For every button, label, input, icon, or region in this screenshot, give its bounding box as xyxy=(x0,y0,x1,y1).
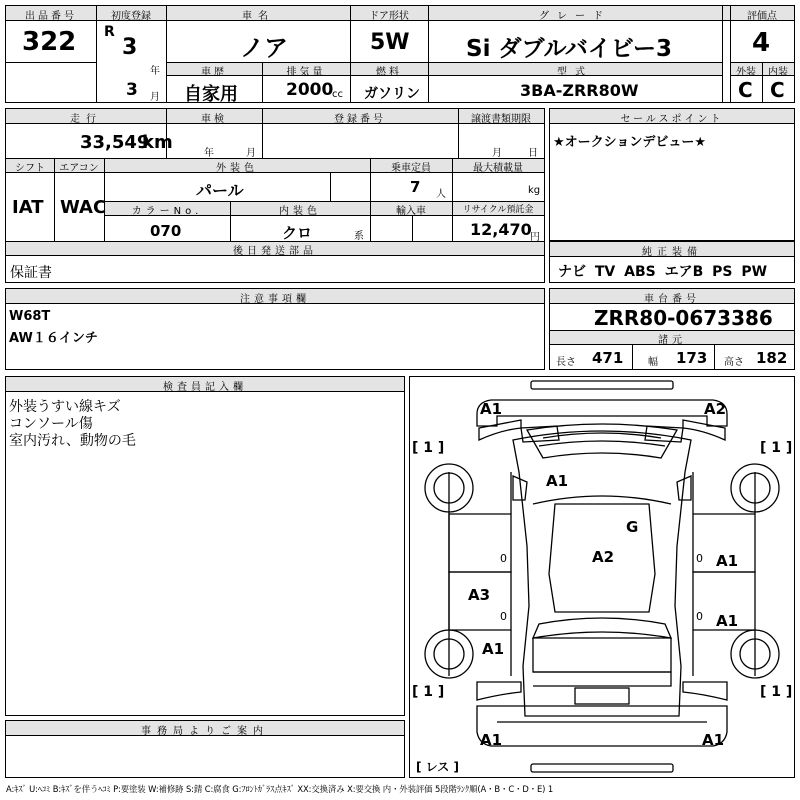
fuel-value: ガソリン xyxy=(364,86,420,102)
inspection-label: 車検 xyxy=(201,114,227,125)
later-parts-value: 保証書 xyxy=(10,265,52,281)
mark-front-left: A1 xyxy=(480,400,503,418)
month-value: 3 xyxy=(126,80,138,100)
int-color-label: 内装色 xyxy=(279,206,321,217)
score-label: 評価点 xyxy=(747,11,777,22)
sales-point-label: セールスポイント xyxy=(620,114,724,125)
mileage-unit: km xyxy=(142,132,173,153)
transfer-doc-label: 譲渡書類期限 xyxy=(471,114,531,125)
mark-right-front-door: A1 xyxy=(716,552,739,570)
legend-text: A:ｷｽﾞ U:ﾍｺﾐ B:ｷｽﾞを伴うﾍｺﾐ P:要塗装 W:補修跡 S:錆 C:腐食 G:ﾌﾛﾝﾄｶﾞﾗｽ点ｷｽﾞ XX:交換済み X:要交換 内・外装評価 5段階ﾗﾝｸ順(A・B・C・D・E) 1 xyxy=(6,784,554,794)
office-label: 事務局よりご案内 xyxy=(141,726,269,737)
height-value: 182 xyxy=(756,349,788,367)
load-label: 最大積載量 xyxy=(473,163,523,174)
shift-value: IAT xyxy=(12,197,44,218)
equipment-text: ナビ TV ABS エアB PS PW xyxy=(558,264,768,280)
displacement-unit: cc xyxy=(332,89,343,100)
door-value: 5W xyxy=(370,30,410,55)
era-value: R xyxy=(104,24,115,40)
inspector-label: 検査員記入欄 xyxy=(163,382,247,393)
shift-label: シフト xyxy=(15,163,45,174)
month-unit: 月 xyxy=(150,92,160,103)
mark-zero-2: 0 xyxy=(500,610,507,623)
grade-label: グレード xyxy=(539,11,611,22)
history-label: 車歴 xyxy=(201,67,227,78)
import-label: 輸入車 xyxy=(396,206,426,217)
tire-bottom-left: [ 1 ] xyxy=(412,684,445,700)
ac-label: エアコン xyxy=(59,163,99,174)
lot-number: 322 xyxy=(22,27,77,57)
chassis-label: 車台番号 xyxy=(644,294,700,305)
tire-top-left: [ 1 ] xyxy=(412,440,445,456)
width-value: 173 xyxy=(676,349,708,367)
color-no-value: 070 xyxy=(150,222,182,240)
spare-tire: [ レス ] xyxy=(416,760,459,774)
later-parts-label: 後日発送部品 xyxy=(233,246,317,257)
mileage-label: 走行 xyxy=(70,114,102,125)
tire-bottom-right: [ 1 ] xyxy=(760,684,793,700)
recycle-value: 12,470 xyxy=(470,220,532,239)
ext-grade-value: C xyxy=(738,78,753,102)
mark-zero-4: 0 xyxy=(696,610,703,623)
mark-left-rear: A1 xyxy=(482,640,505,658)
displacement-value: 2000 xyxy=(286,80,334,100)
height-label: 高さ xyxy=(724,357,744,368)
color-label: 外装色 xyxy=(216,163,258,174)
recycle-label: リサイクル預託金 xyxy=(462,205,534,215)
width-label: 幅 xyxy=(648,357,658,368)
mark-roof-g: G xyxy=(626,518,639,536)
notes-line-1: W68T xyxy=(9,309,51,324)
door-label: ドア形状 xyxy=(369,11,409,22)
capacity-label: 乗車定員 xyxy=(391,163,431,174)
length-value: 471 xyxy=(592,349,624,367)
mark-left-rear-door: A3 xyxy=(468,586,491,604)
displacement-label: 排気量 xyxy=(286,67,326,78)
sales-point-text: ★オークションデビュー★ xyxy=(553,135,707,150)
mark-front-right: A2 xyxy=(704,400,727,418)
transfer-day-unit: 日 xyxy=(528,148,538,159)
capacity-value: 7 xyxy=(410,178,421,196)
mark-roof: A2 xyxy=(592,548,615,566)
mark-right-rear-door: A1 xyxy=(716,612,739,630)
inspection-month-unit: 月 xyxy=(246,148,256,159)
mark-zero-1: 0 xyxy=(500,552,507,565)
recycle-unit: 円 xyxy=(530,232,540,243)
tire-top-right: [ 1 ] xyxy=(760,440,793,456)
inspector-line-3: 室内汚れ、動物の毛 xyxy=(9,433,136,449)
inspector-line-2: コンソール傷 xyxy=(9,416,93,432)
ext-grade-label: 外装 xyxy=(736,67,756,78)
ac-value: WAC xyxy=(60,197,107,218)
history-value: 自家用 xyxy=(184,84,238,105)
year-value: 3 xyxy=(122,35,138,60)
mark-rear-left: A1 xyxy=(480,731,503,749)
int-grade-label: 内装 xyxy=(768,67,788,78)
car-outline-diagram xyxy=(409,376,795,778)
car-name: ノア xyxy=(240,34,288,62)
int-grade-value: C xyxy=(770,78,785,102)
mark-hood: A1 xyxy=(546,472,569,490)
model-label: 型式 xyxy=(557,67,593,78)
capacity-unit: 人 xyxy=(436,189,446,200)
spec-label: 諸元 xyxy=(658,335,686,346)
load-unit: kg xyxy=(528,185,541,196)
year-unit: 年 xyxy=(150,66,160,77)
color-no-label: カラーNo. xyxy=(131,206,203,217)
transfer-month-unit: 月 xyxy=(492,148,502,159)
notes-label: 注意事項欄 xyxy=(240,294,310,305)
model-value: 3BA-ZRR80W xyxy=(520,81,639,100)
fuel-label: 燃料 xyxy=(376,67,402,78)
mileage-value: 33,549 xyxy=(80,132,150,153)
lot-label: 出品番号 xyxy=(25,11,77,22)
equipment-label: 純正装備 xyxy=(642,247,702,258)
mark-zero-3: 0 xyxy=(696,552,703,565)
chassis-number: ZRR80-0673386 xyxy=(594,306,773,330)
score-value: 4 xyxy=(752,28,771,58)
sales-point-section xyxy=(549,108,795,241)
color-value: パール xyxy=(196,181,244,200)
reg-number-label: 登録番号 xyxy=(334,114,386,125)
inspector-line-1: 外装うすい線キズ xyxy=(9,399,121,415)
grade-value: Si ダブルバイビー3 xyxy=(466,36,673,62)
notes-line-2: AW１６インチ xyxy=(9,331,98,346)
car-name-label: 車名 xyxy=(242,11,274,22)
first-reg-label: 初度登録 xyxy=(111,11,151,22)
inspection-year-unit: 年 xyxy=(204,148,214,159)
int-color-value: クロ xyxy=(282,224,313,242)
int-color-unit: 系 xyxy=(354,231,364,242)
length-label: 長さ xyxy=(556,357,576,368)
mark-rear-right: A1 xyxy=(702,731,725,749)
